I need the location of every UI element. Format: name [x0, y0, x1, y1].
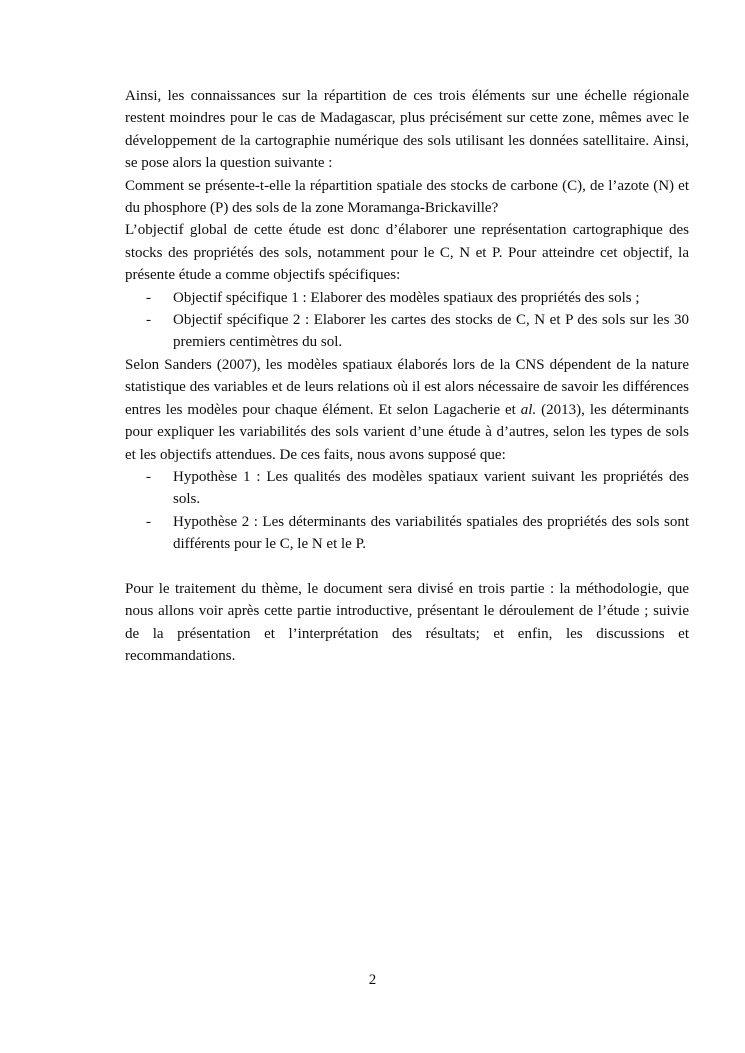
- paragraph-text-run: Selon Sanders (2007), les modèles spatiaux élaborés lors de la CNS dépendent de la nature statistique des variables et de leurs relations où il est alors nécessaire de savoir les différences entres les modèles pour chaque élément. Et selon Lagacherie et: [125, 356, 689, 418]
- list-item-text: Objectif spécifique 1 : Elaborer des modèles spatiaux des propriétés des sols ;: [173, 289, 640, 306]
- list-item-hypothesis-1: [125, 466, 689, 511]
- bullet-dash: -: [146, 468, 151, 485]
- paragraph-global-objective: L’objectif global de cette étude est donc d’élaborer une représentation cartographique des stocks des propriétés des sols, notamment pour le C, N et P. Pour atteindre cet objectif, la présente étude a comme objectifs spécifiques:: [125, 222, 689, 284]
- document-body: [125, 85, 689, 668]
- list-item-objective-1: [125, 287, 689, 309]
- list-item-text: Objectif spécifique 2 : Elaborer les cartes des stocks de C, N et P des sols sur les 30 premiers centimètres du sol.: [173, 312, 689, 351]
- list-item-hypothesis-2: [125, 511, 689, 556]
- paragraph-context: Ainsi, les connaissances sur la répartition de ces trois éléments sur une échelle régionale restent moindres pour le cas de Madagascar, plus précisément sur cette zone, mêmes avec le développement de la cartographie numérique des sols utilisant les données satellitaire. Ainsi, se pose alors la question suivante :: [125, 88, 689, 172]
- paragraph-document-structure: Pour le traitement du thème, le document sera divisé en trois partie : la méthodologie, que nous allons voir après cette partie introductive, présentant le déroulement de l’étude ; suivie de la présentation et l’interprétation des résultats; et enfin, les discussions et recommandations.: [125, 580, 689, 665]
- paragraph-text-run-italic: al.: [520, 401, 537, 418]
- bullet-dash: -: [146, 513, 151, 530]
- page-number: 2: [368, 972, 377, 988]
- bullet-dash: -: [146, 312, 151, 329]
- blank-line: [125, 556, 689, 578]
- paragraph-research-question: Comment se présente-t-elle la répartition spatiale des stocks de carbone (C), de l’azote (N) et du phosphore (P) des sols de la zone Moramanga-Brickaville?: [125, 177, 689, 217]
- paragraph-text-run: (2013), les déterminants pour expliquer les variabilités des sols varient d’une étude à d’autres, selon les types de sols et les objectifs attendues. De ces faits, nous avons supposé que:: [125, 401, 689, 463]
- list-item-objective-2: [125, 309, 689, 354]
- bullet-dash: -: [146, 289, 151, 306]
- list-item-text: Hypothèse 2 : Les déterminants des variabilités spatiales des propriétés des sols sont différents pour le C, le N et le P.: [173, 513, 689, 553]
- list-item-text: Hypothèse 1 : Les qualités des modèles spatiaux varient suivant les propriétés des sols.: [173, 468, 689, 508]
- paragraph-hypotheses-intro: [125, 354, 689, 466]
